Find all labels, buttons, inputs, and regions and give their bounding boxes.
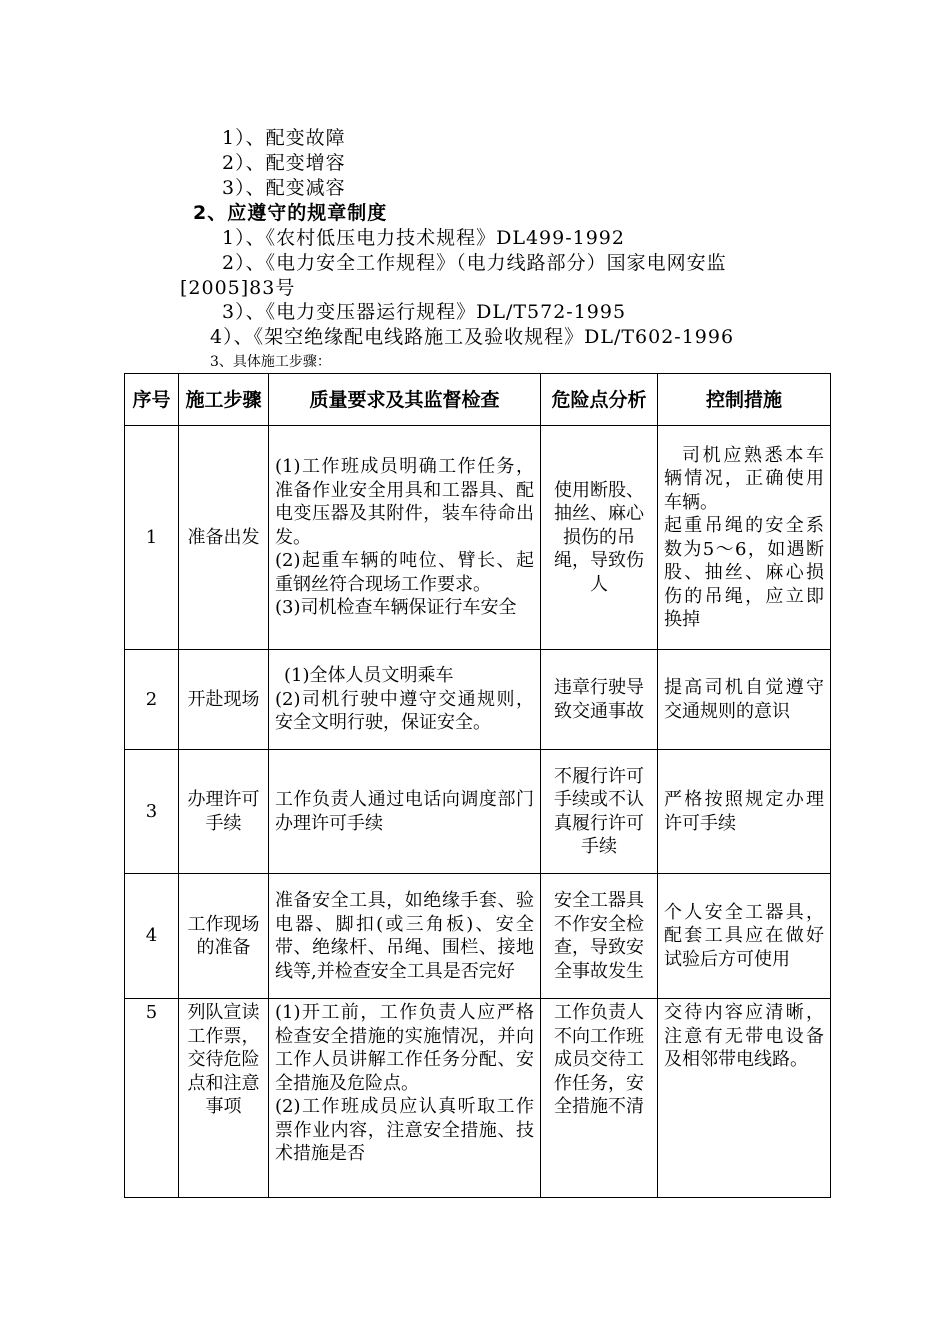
- row-1-no: 1: [125, 426, 179, 650]
- row-2-no: 2: [125, 650, 179, 750]
- row-5-risk: 工作负责人不向工作班成员交待工作任务，安全措施不清: [541, 999, 658, 1198]
- header-quality: 质量要求及其监督检查: [269, 374, 541, 426]
- table-header-row: [125, 374, 831, 426]
- row-1-quality-3: (3)司机检查车辆保证行车安全: [275, 597, 517, 619]
- row-4-quality-1: 准备安全工具，如绝缘手套、验电器、脚扣(或三角板)、安全带、绝缘杆、吊绳、围栏、接地线等,并检查安全工具是否完好: [275, 890, 534, 982]
- table-row: [125, 426, 831, 650]
- row-5-no: 5: [125, 999, 179, 1198]
- regulation-item-4: 4）、《架空绝缘配电线路施工及验收规程》DL/T602-1996: [210, 326, 735, 348]
- steps-heading: 3、具体施工步骤：: [210, 354, 331, 370]
- intro-line-1: 1）、配变故障: [222, 127, 346, 149]
- row-1-risk: 使用断股、抽丝、麻心损伤的吊绳，导致伤人: [541, 426, 658, 650]
- row-3-no: 3: [125, 750, 179, 874]
- row-3-quality: [269, 750, 541, 874]
- row-3-control-1: 严格按照规定办理许可手续: [664, 789, 824, 834]
- row-2-quality: [269, 650, 541, 750]
- table-row: [125, 750, 831, 874]
- row-3-risk: 不履行许可手续或不认真履行许可手续: [541, 750, 658, 874]
- row-5-quality-2: (2)工作班成员应认真听取工作票作业内容，注意安全措施、技术措施是否: [275, 1096, 534, 1164]
- row-2-risk: 违章行驶导致交通事故: [541, 650, 658, 750]
- row-1-quality-2: (2)起重车辆的吨位、臂长、起重钢丝符合现场工作要求。: [275, 550, 534, 595]
- regulation-item-1: 1）、《农村低压电力技术规程》DL499-1992: [222, 227, 625, 249]
- row-4-control-1: 个人安全工器具，配套工具应在做好试验后方可使用: [664, 901, 824, 970]
- row-4-risk: 安全工器具不作安全检查，导致安全事故发生: [541, 874, 658, 999]
- row-4-control: [658, 874, 831, 999]
- row-2-quality-2: (2)司机行驶中遵守交通规则，安全文明行驶，保证安全。: [275, 688, 534, 734]
- table-row: [125, 874, 831, 999]
- row-3-quality-1: 工作负责人通过电话向调度部门办理许可手续: [275, 789, 534, 834]
- header-step: 施工步骤: [179, 374, 269, 426]
- row-1-control: [658, 426, 831, 650]
- row-1-quality-1: (1)工作班成员明确工作任务，准备作业安全用具和工器具、配电变压器及其附件，装车待命出发。: [275, 456, 534, 548]
- table-row: [125, 650, 831, 750]
- row-5-control-1: 交待内容应清晰，注意有无带电设备及相邻带电线路。: [664, 1002, 824, 1070]
- row-5-control: [658, 999, 831, 1198]
- header-control: 控制措施: [658, 374, 831, 426]
- header-risk: 危险点分析: [541, 374, 658, 426]
- regulations-heading: 2、应遵守的规章制度: [193, 202, 388, 224]
- row-4-quality: [269, 874, 541, 999]
- row-1-control-1: 司机应熟悉本车辆情况，正确使用车辆。: [664, 444, 824, 513]
- row-4-no: 4: [125, 874, 179, 999]
- regulation-item-3: 3）、《电力变压器运行规程》DL/T572-1995: [222, 301, 627, 323]
- intro-line-3: 3）、配变减容: [222, 177, 346, 199]
- row-2-control: [658, 650, 831, 750]
- row-1-control-2: 起重吊绳的安全系数为5～6，如遇断股、抽丝、麻心损伤的吊绳，应立即换掉: [664, 515, 824, 630]
- table-row: [125, 999, 831, 1198]
- row-5-quality: [269, 999, 541, 1198]
- row-2-step: 开赴现场: [179, 650, 269, 750]
- regulation-item-2-cont: [2005]83号: [180, 277, 296, 299]
- row-3-step: 办理许可手续: [179, 750, 269, 874]
- row-4-step: 工作现场的准备: [179, 874, 269, 999]
- regulation-item-2: 2）、《电力安全工作规程》（电力线路部分）国家电网安监: [222, 252, 727, 274]
- row-2-control-1: 提高司机自觉遵守交通规则的意识: [664, 677, 824, 722]
- row-5-quality-1: (1)开工前，工作负责人应严格检查安全措施的实施情况，并向工作人员讲解工作任务分配、安全措施及危险点。: [275, 1002, 534, 1094]
- row-3-control: [658, 750, 831, 874]
- intro-line-2: 2）、配变增容: [222, 152, 346, 174]
- construction-steps-table: [124, 373, 831, 1198]
- row-1-step: 准备出发: [179, 426, 269, 650]
- row-1-quality: [269, 426, 541, 650]
- row-2-quality-1: (1)全体人员文明乘车: [284, 665, 454, 687]
- row-5-step: 列队宣读工作票，交待危险点和注意事项: [179, 999, 269, 1198]
- header-no: 序号: [125, 374, 179, 426]
